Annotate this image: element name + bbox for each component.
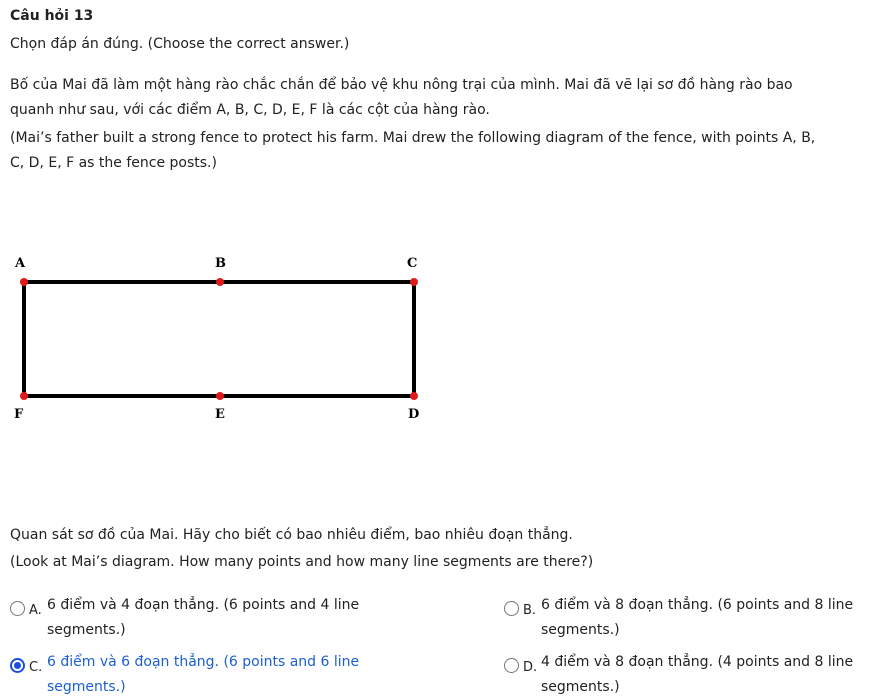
option-d-text-line-1: 4 điểm và 8 đoạn thẳng. (4 points and 8 line	[541, 654, 854, 670]
label-c: C	[407, 256, 418, 271]
point-d	[410, 392, 418, 400]
option-b-text[interactable]	[541, 593, 871, 643]
option-b-letter: B.	[523, 603, 537, 618]
label-b: B	[215, 256, 226, 271]
label-f: F	[14, 407, 24, 422]
paragraph-en-line-2: C, D, E, F as the fence posts.)	[10, 155, 217, 171]
option-a-radio[interactable]	[10, 601, 25, 616]
option-a-text-line-1: 6 điểm và 4 đoạn thẳng. (6 points and 4 line	[47, 597, 360, 613]
point-e	[216, 392, 224, 400]
question-title: Câu hỏi 13	[10, 8, 94, 24]
option-c-text[interactable]	[47, 650, 377, 700]
prompt-vi: Quan sát sơ đồ của Mai. Hãy cho biết có bao nhiêu điểm, bao nhiêu đoạn thẳng.	[10, 527, 573, 543]
option-d-letter: D.	[523, 660, 538, 675]
point-f	[20, 392, 28, 400]
fence-posts	[20, 278, 418, 400]
paragraph-en-line-1: (Mai’s father built a strong fence to protect his farm. Mai drew the following diagram of the fence, with points A, B,	[10, 130, 816, 146]
option-b-text-line-2: segments.)	[541, 622, 620, 638]
paragraph-vi-line-2: quanh như sau, với các điểm A, B, C, D, E, F là các cột của hàng rào.	[10, 102, 490, 118]
option-c-letter: C.	[29, 660, 43, 675]
option-d-text-line-2: segments.)	[541, 679, 620, 695]
label-e: E	[215, 407, 225, 422]
option-a-text[interactable]	[47, 593, 377, 643]
option-a-text-line-2: segments.)	[47, 622, 126, 638]
option-c-radio-selected[interactable]	[10, 658, 25, 673]
instruction-text: Chọn đáp án đúng. (Choose the correct answer.)	[10, 36, 350, 52]
point-a	[20, 278, 28, 286]
point-b	[216, 278, 224, 286]
option-c-text-line-2: segments.)	[47, 679, 126, 695]
paragraph-vi-line-1: Bố của Mai đã làm một hàng rào chắc chắn để bảo vệ khu nông trại của mình. Mai đã vẽ lại sơ đồ hàng rào bao	[10, 77, 793, 93]
option-b-radio[interactable]	[504, 601, 519, 616]
fence-diagram	[0, 245, 440, 435]
option-b-text-line-1: 6 điểm và 8 đoạn thẳng. (6 points and 8 line	[541, 597, 854, 613]
prompt-en: (Look at Mai’s diagram. How many points and how many line segments are there?)	[10, 554, 594, 570]
label-d: D	[408, 407, 420, 422]
option-d-radio[interactable]	[504, 658, 519, 673]
fence-lines	[24, 282, 414, 396]
label-a: A	[15, 256, 26, 271]
option-c-text-line-1: 6 điểm và 6 đoạn thẳng. (6 points and 6 line	[47, 654, 360, 670]
option-d-text[interactable]	[541, 650, 871, 700]
point-c	[410, 278, 418, 286]
option-a-letter: A.	[29, 603, 42, 618]
